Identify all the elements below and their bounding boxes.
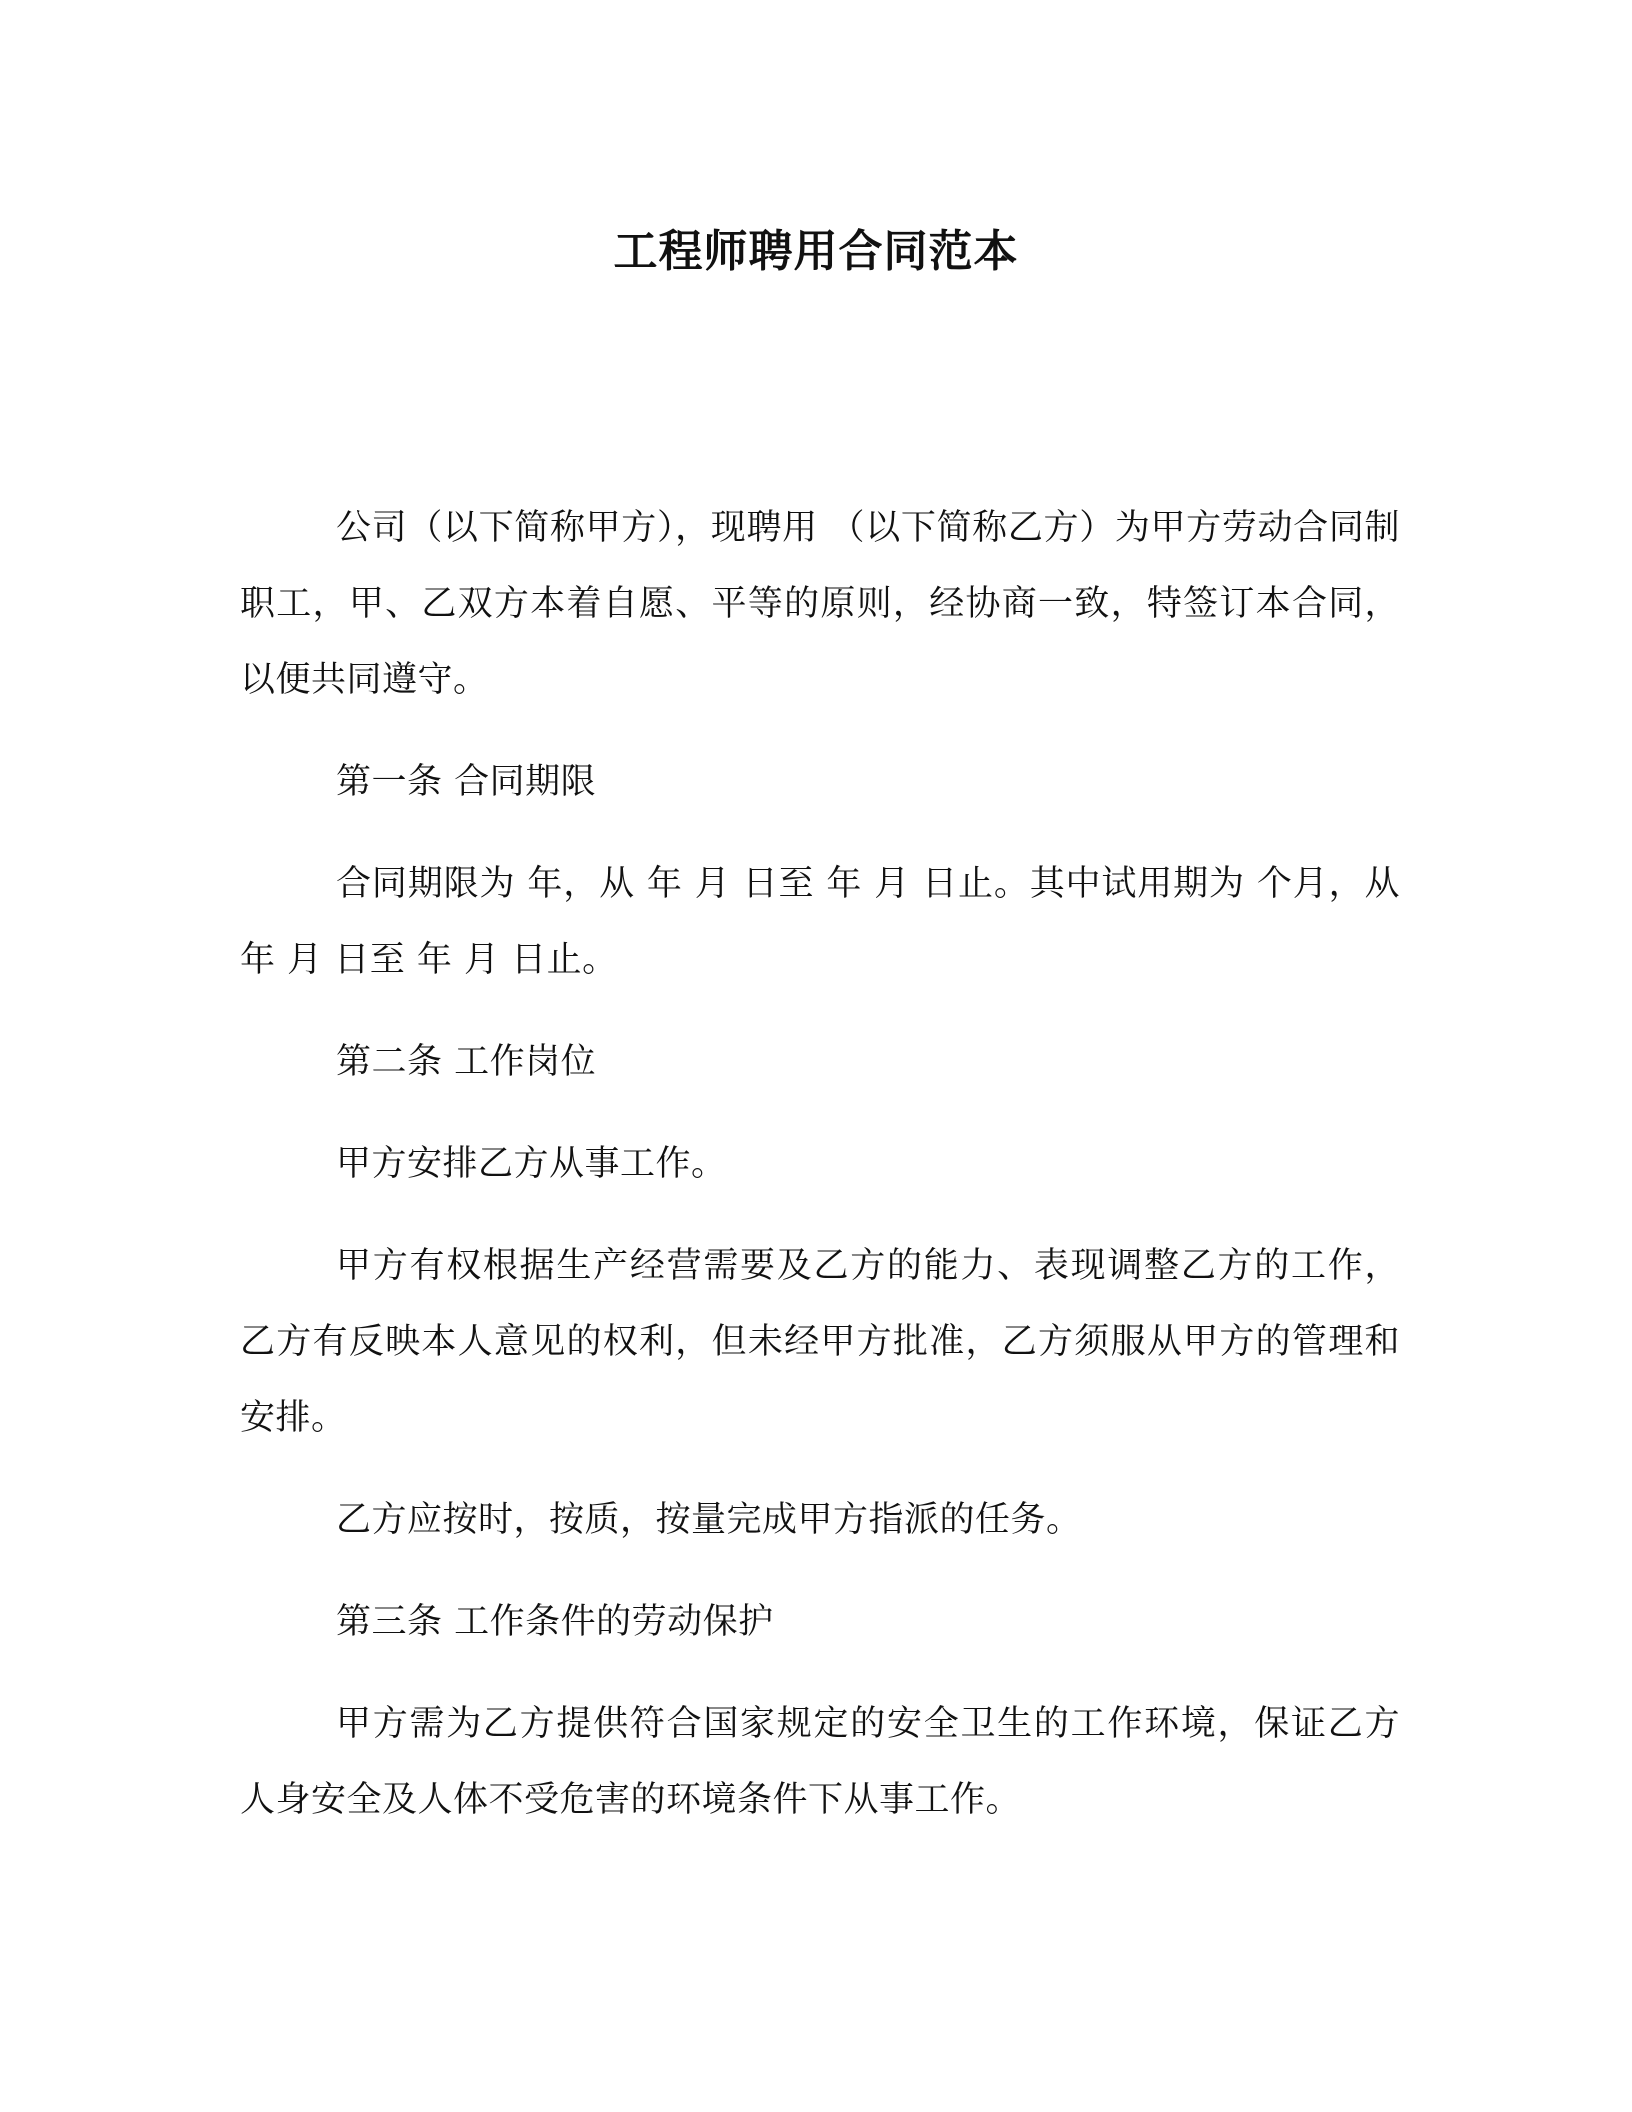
article-1-heading: 第一条 合同期限 (336, 762, 597, 802)
document-body (240, 490, 1400, 1864)
paragraph-task-completion: 乙方应按时，按质，按量完成甲方指派的任务。 (336, 1500, 1082, 1540)
paragraph-preamble: 公司（以下简称甲方），现聘用 （以下简称乙方）为甲方劳动合同制职工，甲、乙双方本着自愿、平等的原则，经协商一致，特签订本合同，以便共同遵守。 (240, 508, 1400, 700)
paragraph-work-environment: 甲方需为乙方提供符合国家规定的安全卫生的工作环境，保证乙方人身安全及人体不受危害的环境条件下从事工作。 (240, 1704, 1400, 1820)
paragraph-contract-term: 合同期限为 年，从 年 月 日至 年 月 日止。其中试用期为 个月，从 年 月 日至 年 月 日止。 (240, 864, 1400, 980)
document-title: 工程师聘用合同范本 (613, 226, 1019, 277)
paragraph-job-assignment: 甲方安排乙方从事工作。 (336, 1144, 727, 1184)
paragraph-job-adjustment: 甲方有权根据生产经营需要及乙方的能力、表现调整乙方的工作，乙方有反映本人意见的权利，但未经甲方批准，乙方须服从甲方的管理和安排。 (240, 1246, 1400, 1438)
article-3-heading: 第三条 工作条件的劳动保护 (336, 1602, 774, 1642)
article-2-heading: 第二条 工作岗位 (336, 1042, 597, 1082)
